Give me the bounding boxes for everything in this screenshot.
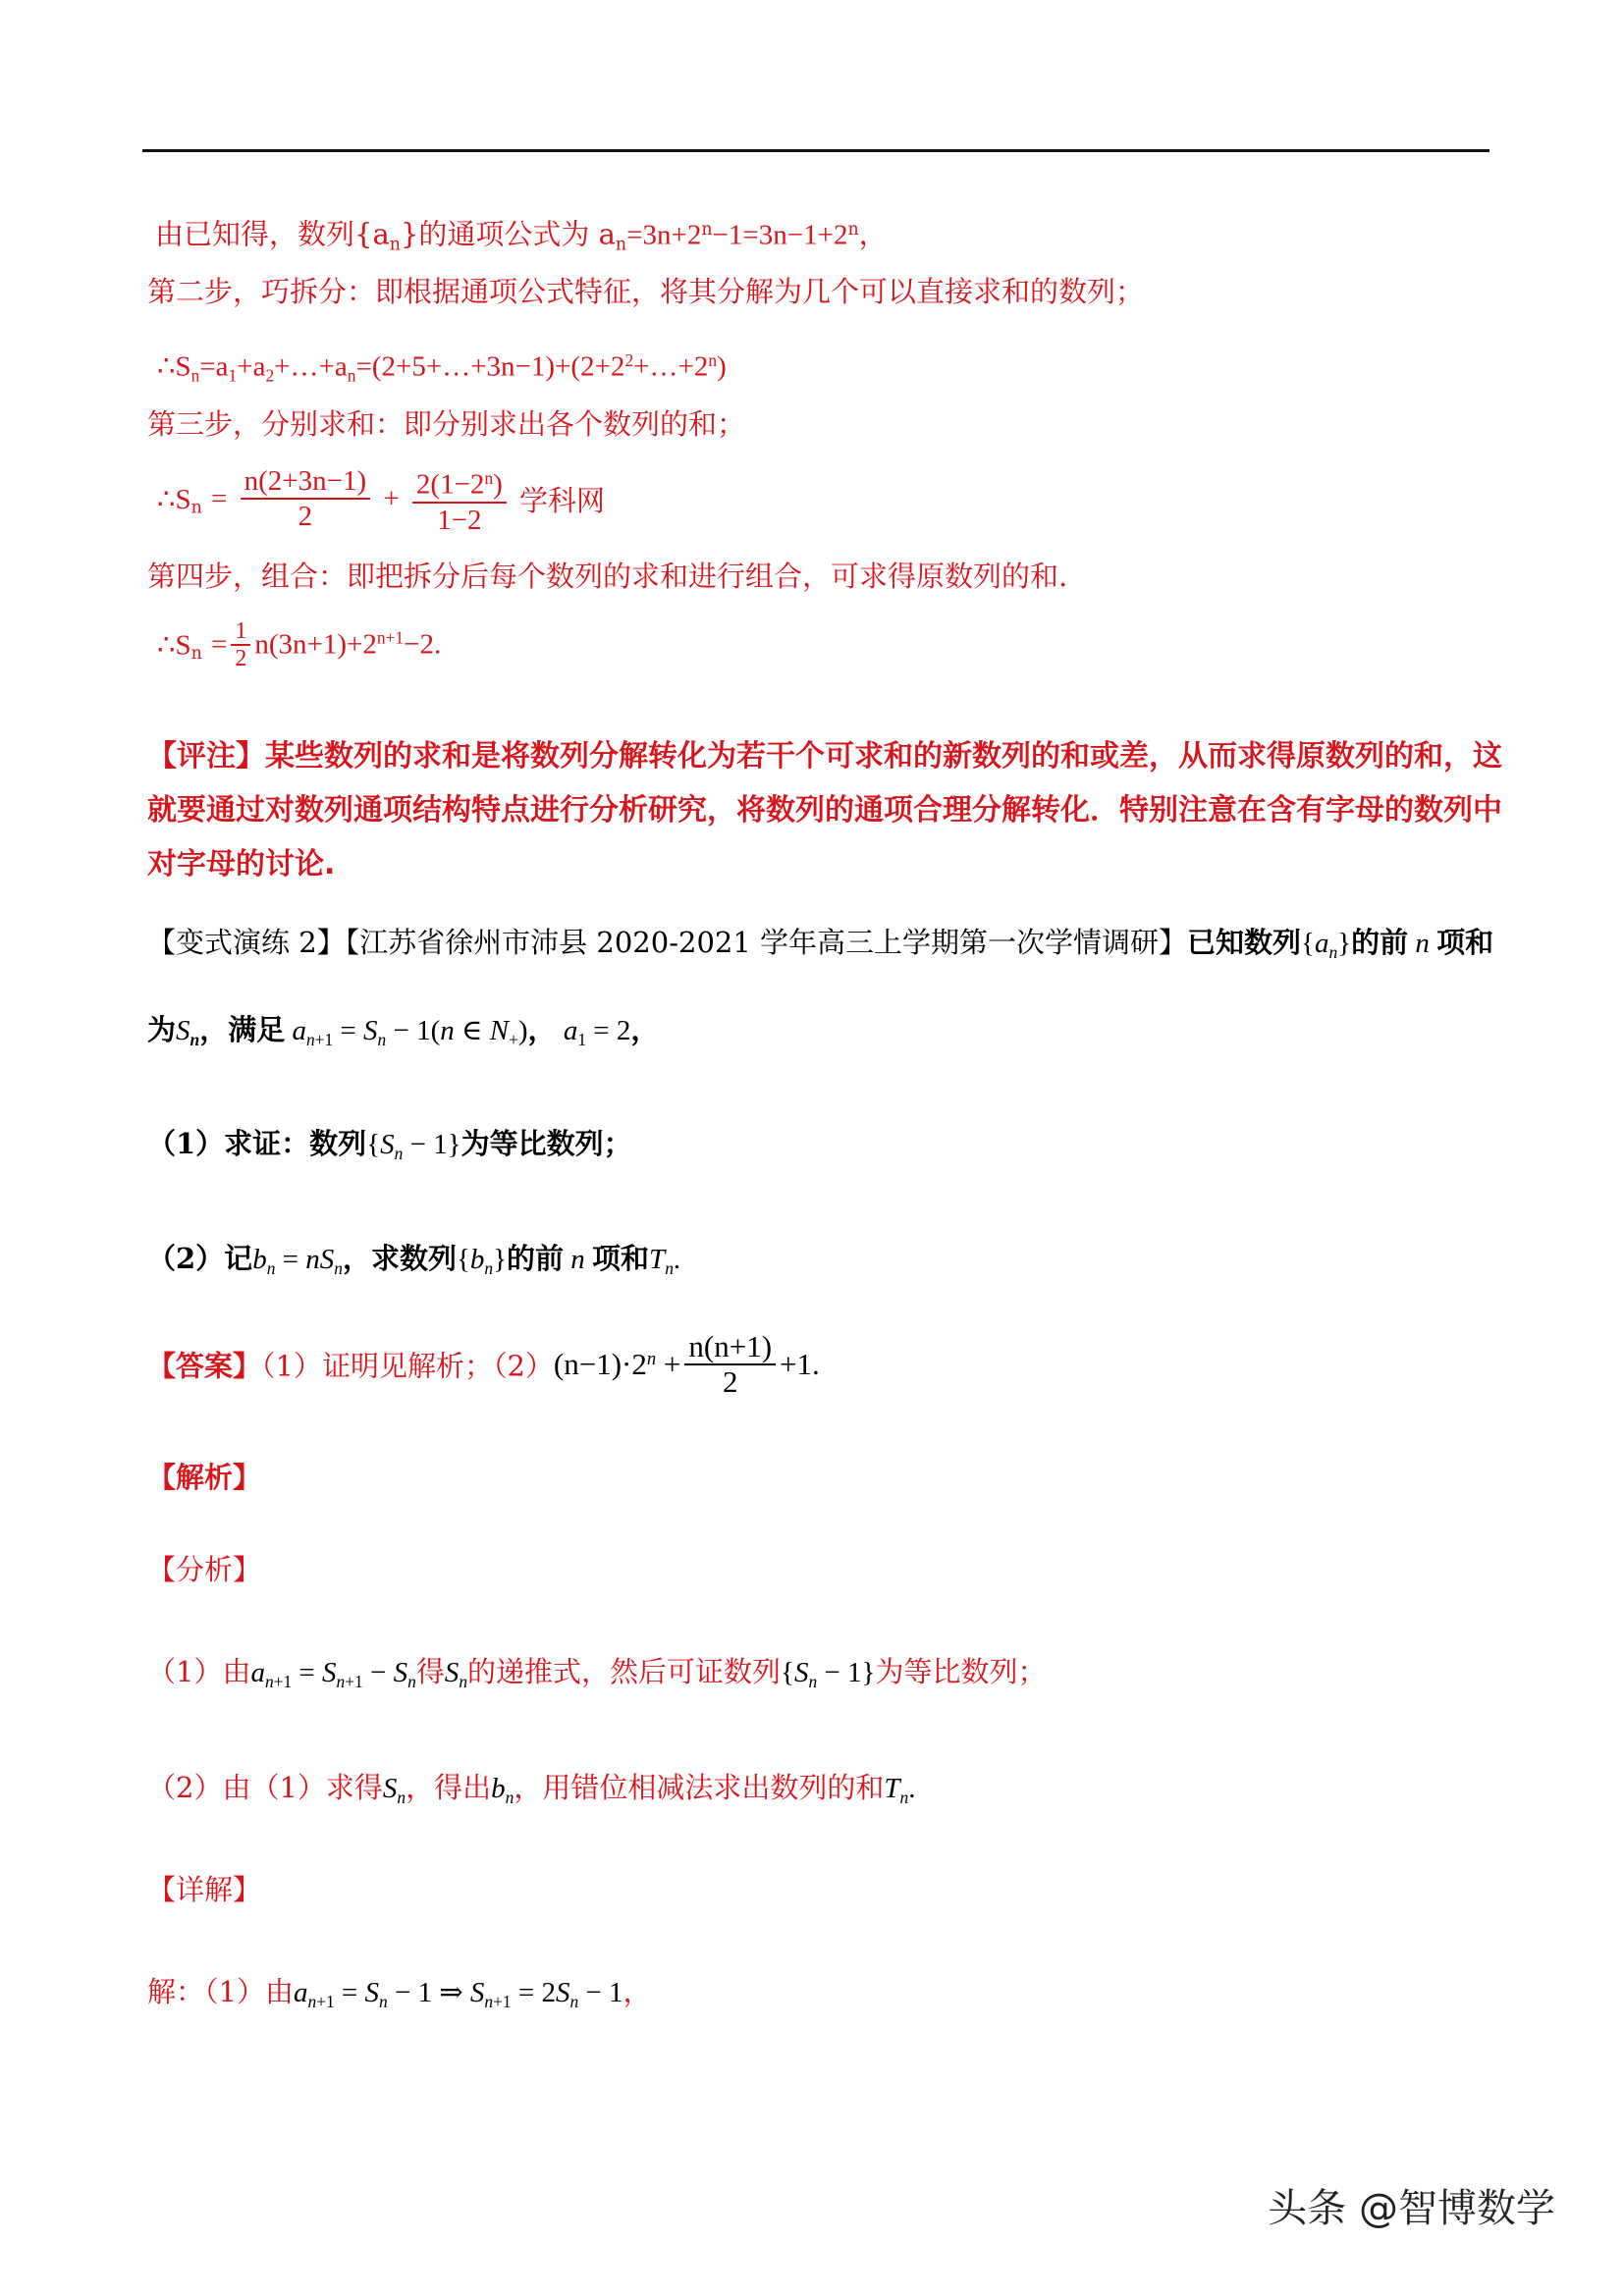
step-two: 第二步，巧拆分：即根据通项公式特征，将其分解为几个可以直接求和的数列； <box>147 275 1145 308</box>
text: 为等比数列； <box>875 1655 1047 1688</box>
variant-title-line: 【变式演练 2】【江苏省徐州市沛县 2020-2021 学年高三上学期第一次学情调研】已知数列$\{a_n\}$的前 n 项和 <box>147 926 1494 963</box>
text: 项和 <box>592 1242 650 1275</box>
denominator: 2 <box>298 501 313 533</box>
formula: +…+2 <box>633 350 709 383</box>
text: 项和 <box>1436 926 1494 959</box>
comment-line-1: 【评注】某些数列的求和是将数列分解转化为若干个可求和的新数列的和或差，从而求得原数列的和，这 <box>147 739 1502 774</box>
formula: +…+a <box>274 350 348 383</box>
text: 的递推式，然后可证数列 <box>467 1655 782 1688</box>
comment-line-3: 对字母的讨论. <box>147 847 336 881</box>
text: 得 <box>415 1655 445 1688</box>
formula: +a <box>237 350 266 383</box>
text: （2）记 <box>147 1242 253 1275</box>
final-sum-line: $\therefore S_n$ = $\frac{1}{2}$ $n(3n+1)+2^{n+1}-2$. <box>157 618 442 671</box>
numerator: 2(1−2 <box>415 468 485 501</box>
text: （1）求证：数列 <box>147 1127 367 1160</box>
fraction-half <box>231 618 250 671</box>
numerator: n(2+3n−1) <box>241 464 371 500</box>
formula: (n−1)·2 <box>553 1347 647 1381</box>
text: ，用错位相减法求出数列的和 <box>514 1771 885 1804</box>
text: 由已知得，数列{a <box>155 217 390 251</box>
numerator: n(n+1) <box>684 1330 776 1365</box>
method-label: 【分析】 <box>147 1553 262 1586</box>
formula: = <box>211 482 228 514</box>
numerator: 1 <box>231 618 250 646</box>
split-sum-line: $\therefore S_n=a_1+a_2+\dots+a_n=(2+5+\dots+3n-1)+(2+2^2+\dots+2^n)$ <box>157 350 727 386</box>
answer-line: 【答案】（1）证明见解析；$(2)(n-1)\cdot 2^n$ + $\frac{n(n+1)}{2}$ +1. <box>147 1329 820 1399</box>
text: （1）证明见解析；（2） <box>261 1349 554 1383</box>
formula: ∴S <box>157 350 191 383</box>
text: （2）由（1）求得 <box>147 1771 383 1804</box>
text: ，得出 <box>406 1771 492 1804</box>
toutiao-watermark: 头条 @智博数学 <box>1268 2186 1555 2231</box>
denominator: 2 <box>722 1364 738 1399</box>
fraction-arithmetic <box>241 464 371 533</box>
text: 为等比数列； <box>460 1127 632 1160</box>
exponent: n+1 <box>376 627 405 648</box>
text: ，满足 <box>199 1013 286 1046</box>
text: 已知数列 <box>1187 926 1302 959</box>
formula: +1. <box>780 1347 820 1381</box>
question-1: （1）求证：数列$\{S_n - 1\}$为等比数列； <box>147 1127 632 1164</box>
general-term-line: 由已知得，数列$\{a_n\}$的通项公式为 $a_n=3n+2^n-1=3n-1+2^n$， <box>155 217 888 255</box>
given-line: 为$S_n$，满足 $a_{n+1} = S_n - 1(n$ ∈ $N_+$)， $a_1 = 2$， <box>147 1013 660 1050</box>
method-2: （2）由（1）求得$S_n$，得出$b_n$，用错位相减法求出数列的和$T_n$. <box>147 1771 916 1808</box>
header-rule <box>142 149 1489 152</box>
formula: =3n+2 <box>626 219 702 251</box>
formula: =a <box>199 350 229 383</box>
analysis-label: 【解析】 <box>147 1461 262 1494</box>
comment-line-2: 就要通过对数列通项结构特点进行分析研究，将数列的通项合理分解转化．特别注意在含有字母的数列中 <box>147 793 1502 828</box>
text: ， <box>527 1013 557 1046</box>
text: ，求数列 <box>342 1242 457 1275</box>
text: （1）由 <box>147 1655 251 1688</box>
answer-fraction <box>684 1330 776 1399</box>
formula: n(3n+1)+2 <box>254 628 377 661</box>
formula: = <box>211 628 228 661</box>
xueke-watermark: 学科网 <box>519 483 606 517</box>
formula: + <box>383 482 400 514</box>
text: 解：（1）由 <box>147 1975 294 2008</box>
text: 为 <box>147 1013 177 1046</box>
answer-label: 【答案】 <box>147 1349 262 1383</box>
formula: −2. <box>404 628 442 661</box>
denominator: 2 <box>235 646 247 671</box>
formula: ∴S <box>157 483 191 515</box>
text: 的前 <box>1351 926 1409 959</box>
formula: =(2+5+…+3n−1)+(2+2 <box>355 350 625 383</box>
denominator: 1−2 <box>437 504 482 536</box>
formula: −1=3n−1+2 <box>712 219 848 251</box>
text: }的通项公式为 a <box>400 217 616 251</box>
numerator-end: ) <box>493 468 503 501</box>
formula: ) <box>717 350 727 383</box>
variant-source: 【变式演练 2】【江苏省徐州市沛县 2020-2021 学年高三上学期第一次学情调研】 <box>147 926 1188 959</box>
text: ， <box>858 217 888 251</box>
text: 的前 <box>507 1242 565 1275</box>
step-four: 第四步，组合：即把拆分后每个数列的求和进行组合，可求得原数列的和. <box>147 560 1068 593</box>
fraction-geometric: $\frac{2(1-2^n)}{1-2}$ <box>412 461 507 537</box>
solution-line: 解：（1）由$a_{n+1} = S_n - 1$ ⇒ $S_{n+1} = 2S_n - 1$， <box>147 1975 652 2012</box>
formula: ∴S <box>157 629 191 662</box>
separate-sum-line: $\therefore S_n$ = $\frac{n(2+3n-1)}{2}$ + $\frac{2(1-2^n)}{1-2}$ 学科网 <box>157 461 605 537</box>
method-1: （1）由$a_{n+1} = S_{n+1} - S_n$得$S_n$的递推式，然后可证数列$\{S_n - 1\}$为等比数列； <box>147 1655 1047 1692</box>
step-three: 第三步，分别求和：即分别求出各个数列的和； <box>147 407 746 441</box>
detail-label: 【详解】 <box>147 1873 262 1906</box>
question-2: （2）记$b_n = nS_n$，求数列$\{b_n\}$的前 n 项和$T_n$. <box>147 1242 681 1279</box>
